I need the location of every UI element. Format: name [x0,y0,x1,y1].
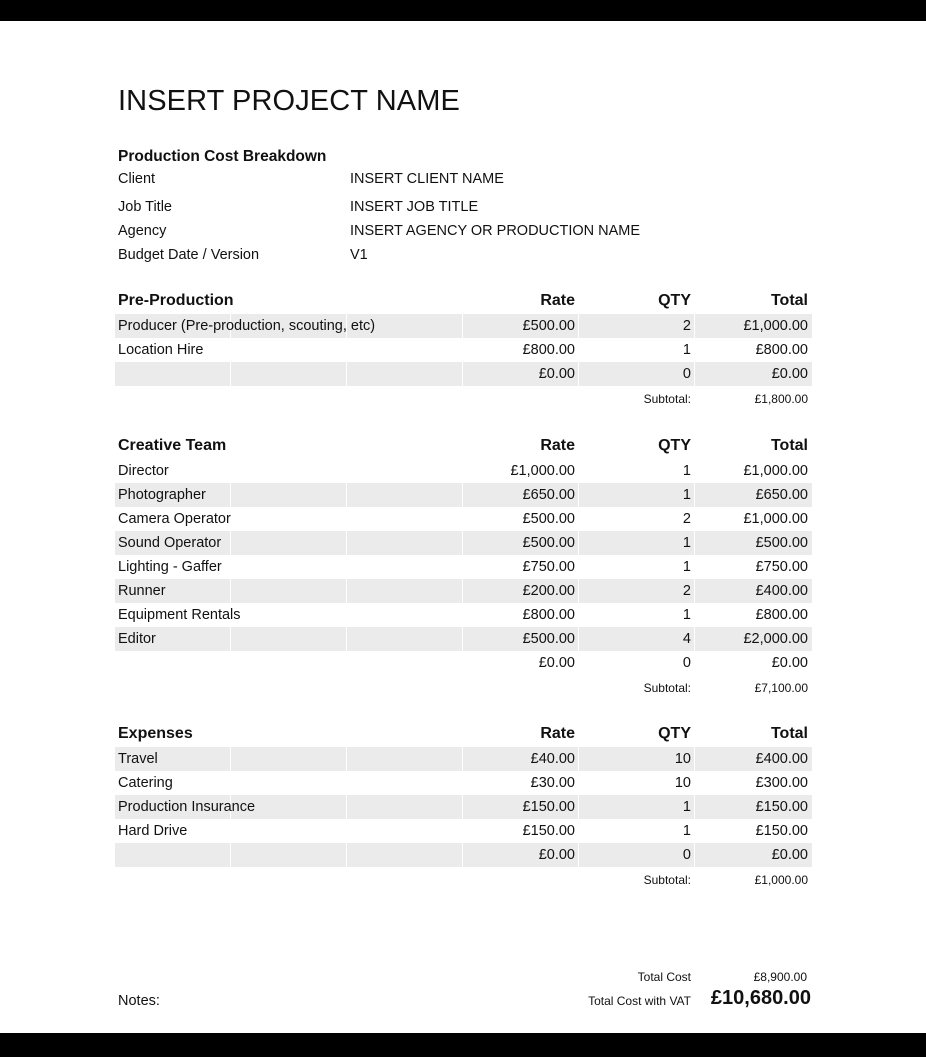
item-cell: Catering [118,775,173,791]
table-row [115,362,812,386]
notes-label: Notes: [118,993,160,1009]
table-row [115,314,812,338]
table-row [115,603,812,627]
subtotal-value: £1,800.00 [754,392,808,406]
total-vat-value: £10,680.00 [710,987,811,1009]
table-row [115,459,812,483]
table-row [115,795,812,819]
table-row [115,651,812,675]
qty-cell: 1 [682,823,691,839]
subtotal-row [115,386,812,410]
item-cell: Producer (Pre-production, scouting, etc) [118,318,376,334]
subtotal-row [115,867,812,891]
qty-column-header: QTY [658,725,691,742]
qty-cell: 10 [674,751,691,767]
total-cell: £1,000.00 [743,318,808,334]
cell-divider [694,531,695,555]
cell-divider [230,747,231,771]
qty-cell: 0 [682,655,691,671]
rate-cell: £150.00 [522,799,575,815]
total-cell: £400.00 [755,751,808,767]
qty-column-header: QTY [658,437,691,454]
total-cell: £500.00 [755,535,808,551]
total-cell: £1,000.00 [743,511,808,527]
cell-divider [230,627,231,651]
qty-cell: 1 [682,607,691,623]
cell-divider [346,483,347,507]
item-cell: Runner [118,583,166,599]
subtotal-label: Subtotal: [643,873,691,887]
section-subtitle: Production Cost Breakdown [118,148,327,165]
total-cell: £150.00 [755,823,808,839]
cell-divider [694,579,695,603]
qty-cell: 1 [682,487,691,503]
rate-cell: £1,000.00 [510,463,575,479]
client-value: INSERT CLIENT NAME [350,171,504,187]
cell-divider [694,483,695,507]
table-row [115,531,812,555]
qty-cell: 1 [682,559,691,575]
total-cell: £150.00 [755,799,808,815]
cell-divider [578,843,579,867]
budget-date-value: V1 [350,247,368,263]
table-row [115,843,812,867]
table-row [115,338,812,362]
rate-cell: £800.00 [522,607,575,623]
total-cell: £400.00 [755,583,808,599]
cell-divider [694,627,695,651]
rate-column-header: Rate [540,292,575,309]
project-title: INSERT PROJECT NAME [118,85,460,117]
cell-divider [346,843,347,867]
pre-production-table [115,290,812,410]
qty-cell: 0 [682,366,691,382]
cell-divider [694,843,695,867]
cell-divider [578,747,579,771]
agency-value: INSERT AGENCY OR PRODUCTION NAME [350,223,641,239]
table-row [115,507,812,531]
section-header-row [115,723,812,747]
table-row [115,627,812,651]
cell-divider [694,314,695,338]
cell-divider [346,627,347,651]
qty-cell: 2 [682,583,691,599]
rate-cell: £40.00 [530,751,575,767]
item-cell: Location Hire [118,342,204,358]
total-cell: £0.00 [771,655,808,671]
cell-divider [230,579,231,603]
subtotal-label: Subtotal: [643,392,691,406]
cell-divider [230,362,231,386]
rate-cell: £500.00 [522,535,575,551]
item-cell: Editor [118,631,156,647]
item-cell: Production Insurance [118,799,256,815]
cell-divider [578,362,579,386]
total-cell: £800.00 [755,342,808,358]
rate-cell: £200.00 [522,583,575,599]
rate-cell: £0.00 [538,847,575,863]
table-row [115,579,812,603]
table-row [115,555,812,579]
total-cost-value: £8,900.00 [753,970,807,984]
section-title: Expenses [118,725,193,742]
cell-divider [346,795,347,819]
total-column-header: Total [770,437,808,454]
cell-divider [578,483,579,507]
rate-cell: £500.00 [522,631,575,647]
item-cell: Photographer [118,487,206,503]
qty-cell: 1 [682,535,691,551]
rate-cell: £30.00 [530,775,575,791]
rate-column-header: Rate [540,437,575,454]
subtotal-value: £7,100.00 [754,681,808,695]
qty-cell: 2 [682,511,691,527]
section-header-row [115,290,812,314]
qty-column-header: QTY [658,292,691,309]
total-column-header: Total [770,725,808,742]
item-cell: Sound Operator [118,535,222,551]
cell-divider [462,843,463,867]
cell-divider [462,579,463,603]
table-row [115,771,812,795]
subtotal-value: £1,000.00 [754,873,808,887]
job-title-label: Job Title [118,199,172,215]
cell-divider [694,747,695,771]
item-cell: Director [118,463,169,479]
cell-divider [462,627,463,651]
cell-divider [694,795,695,819]
cell-divider [346,747,347,771]
cell-divider [462,747,463,771]
rate-cell: £750.00 [522,559,575,575]
cell-divider [346,531,347,555]
creative-team-table [115,435,812,699]
cell-divider [694,362,695,386]
cell-divider [578,531,579,555]
total-cell: £0.00 [771,366,808,382]
rate-column-header: Rate [540,725,575,742]
cell-divider [462,483,463,507]
cell-divider [578,627,579,651]
rate-cell: £150.00 [522,823,575,839]
qty-cell: 1 [682,799,691,815]
total-cell: £0.00 [771,847,808,863]
table-row [115,747,812,771]
qty-cell: 2 [682,318,691,334]
cell-divider [230,843,231,867]
qty-cell: 4 [682,631,691,647]
table-row [115,819,812,843]
qty-cell: 1 [682,463,691,479]
section-header-row [115,435,812,459]
total-cell: £750.00 [755,559,808,575]
cell-divider [462,314,463,338]
total-column-header: Total [770,292,808,309]
cell-divider [230,483,231,507]
item-cell: Equipment Rentals [118,607,241,623]
cell-divider [578,579,579,603]
section-title: Creative Team [118,437,227,454]
agency-label: Agency [118,223,167,239]
item-cell: Lighting - Gaffer [118,559,222,575]
cell-divider [346,579,347,603]
total-cell: £2,000.00 [743,631,808,647]
item-cell: Camera Operator [118,511,231,527]
item-cell: Travel [118,751,158,767]
cell-divider [462,362,463,386]
job-title-value: INSERT JOB TITLE [350,199,479,215]
rate-cell: £800.00 [522,342,575,358]
total-cell: £1,000.00 [743,463,808,479]
item-cell: Hard Drive [118,823,188,839]
rate-cell: £500.00 [522,511,575,527]
rate-cell: £500.00 [522,318,575,334]
rate-cell: £650.00 [522,487,575,503]
rate-cell: £0.00 [538,655,575,671]
cell-divider [578,795,579,819]
section-title: Pre-Production [118,292,234,309]
client-label: Client [118,171,156,187]
qty-cell: 1 [682,342,691,358]
cell-divider [230,531,231,555]
total-cost-label: Total Cost [637,970,691,984]
expenses-table [115,723,812,891]
qty-cell: 0 [682,847,691,863]
document-page [0,21,926,1033]
subtotal-label: Subtotal: [643,681,691,695]
rate-cell: £0.00 [538,366,575,382]
cell-divider [346,362,347,386]
qty-cell: 10 [674,775,691,791]
total-cell: £300.00 [755,775,808,791]
cell-divider [462,795,463,819]
budget-date-label: Budget Date / Version [118,247,260,263]
table-row [115,483,812,507]
total-vat-label: Total Cost with VAT [588,994,691,1008]
total-cell: £800.00 [755,607,808,623]
cell-divider [578,314,579,338]
total-cell: £650.00 [755,487,808,503]
cell-divider [462,531,463,555]
subtotal-row [115,675,812,699]
